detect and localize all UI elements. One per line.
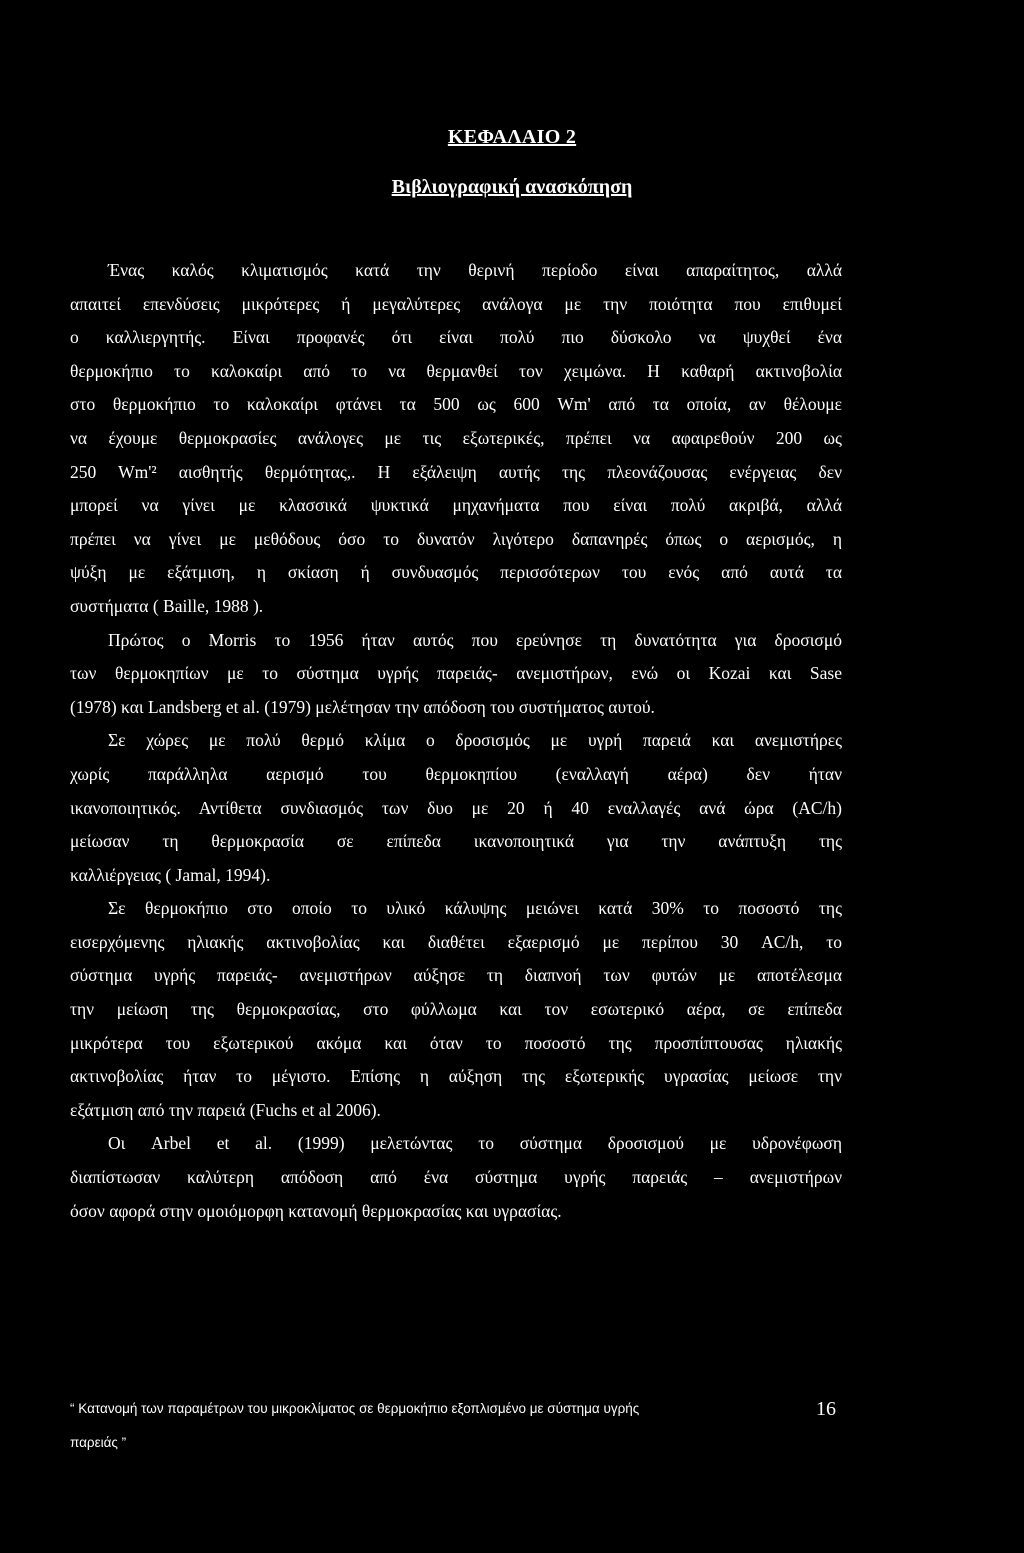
text-line: θερμοκήπιο το καλοκαίρι από το να θερμανθεί τον χειμώνα. Η καθαρή ακτινοβολία xyxy=(70,360,842,381)
text-line: μικρότερα του εξωτερικού ακόμα και όταν το ποσοστό της προσπίπτουσας ηλιακής xyxy=(70,1032,842,1053)
text-line: ικανοποιητικός. Αντίθετα συνδιασμός των δυο με 20 ή 40 εναλλαγές ανά ώρα (AC/h) xyxy=(70,797,842,818)
text-line: πρέπει να γίνει με μεθόδους όσο το δυνατόν λιγότερο δαπανηρές όπως ο αερισμός, η xyxy=(70,528,842,549)
text-line: να έχουμε θερμοκρασίες ανάλογες με τις εξωτερικές, πρέπει να αφαιρεθούν 200 ως xyxy=(70,427,842,448)
text-line: των θερμοκηπίων με το σύστημα υγρής παρειάς- ανεμιστήρων, ενώ οι Kozai και Sase xyxy=(70,663,842,684)
text-line: διαπίστωσαν καλύτερη απόδοση από ένα σύστημα υγρής παρειάς – ανεμιστήρων xyxy=(70,1167,842,1188)
text-line: όσον αφορά στην ομοιόμορφη κατανομή θερμοκρασίας και υγρασίας. xyxy=(70,1200,562,1221)
footer-title-line-1: “ Κατανομή των παραμέτρων του μικροκλίματος σε θερμοκήπιο εξοπλισμένο με σύστημα υγρής xyxy=(70,1401,640,1416)
text-line: χωρίς παράλληλα αερισμό του θερμοκηπίου (εναλλαγή αέρα) δεν ήταν xyxy=(70,763,842,784)
text-line: απαιτεί επενδύσεις μικρότερες ή μεγαλύτερες ανάλογα με την ποιότητα που επιθυμεί xyxy=(70,293,842,314)
text-line: μείωσαν τη θερμοκρασία σε επίπεδα ικανοποιητικά για την ανάπτυξη της xyxy=(70,831,842,852)
page-number: 16 xyxy=(816,1398,836,1420)
text-line: Σε θερμοκήπιο στο οποίο το υλικό κάλυψης μειώνει κατά 30% το ποσοστό της xyxy=(108,898,842,919)
text-line: (1978) και Landsberg et al. (1979) μελέτησαν την απόδοση του συστήματος αυτού. xyxy=(70,696,655,717)
text-line: εισερχόμενης ηλιακής ακτινοβολίας και διαθέτει εξαερισμό με περίπου 30 AC/h, το xyxy=(70,931,842,952)
text-line: Πρώτος ο Morris το 1956 ήταν αυτός που ερεύνησε τη δυνατότητα για δροσισμό xyxy=(108,629,842,650)
footer-title-line-2: παρειάς ” xyxy=(70,1435,127,1450)
text-line: εξάτμιση από την παρειά (Fuchs et al 2006). xyxy=(70,1099,381,1120)
text-line: καλλιέργειας ( Jamal, 1994). xyxy=(70,864,271,885)
text-line: σύστημα υγρής παρειάς- ανεμιστήρων αύξησε τη διαπνοή των φυτών με αποτέλεσμα xyxy=(70,965,842,986)
text-line: ακτινοβολίας ήταν το μέγιστο. Επίσης η αύξηση της εξωτερικής υγρασίας μείωσε την xyxy=(70,1066,842,1087)
text-line: Ένας καλός κλιματισμός κατά την θερινή περίοδο είναι απαραίτητος, αλλά xyxy=(108,260,842,280)
section-title: Βιβλιογραφική ανασκόπηση xyxy=(391,176,633,198)
text-line: Σε χώρες με πολύ θερμό κλίμα ο δροσισμός με υγρή παρειά και ανεμιστήρες xyxy=(108,730,842,751)
text-line: την μείωση της θερμοκρασίας, στο φύλλωμα και τον εσωτερικό αέρα, σε επίπεδα xyxy=(70,999,842,1020)
text-line: μπορεί να γίνει με κλασσικά ψυκτικά μηχανήματα που είναι πολύ ακριβά, αλλά xyxy=(70,495,842,516)
text-line: Οι Arbel et al. (1999) μελετώντας το σύστημα δροσισμού με υδρονέφωση xyxy=(108,1133,842,1154)
text-line: ο καλλιεργητής. Είναι προφανές ότι είναι πολύ πιο δύσκολο να ψυχθεί ένα xyxy=(70,327,842,348)
text-line: ψύξη με εξάτμιση, η σκίαση ή συνδυασμός περισσότερων του ενός από αυτά τα xyxy=(70,562,842,583)
text-line: 250 Wm'² αισθητής θερμότητας,. Η εξάλειψη αυτής της πλεονάζουσας ενέργειας δεν xyxy=(70,461,842,482)
chapter-title: ΚΕΦΑΛΑΙΟ 2 xyxy=(447,126,577,148)
text-line: συστήματα ( Baille, 1988 ). xyxy=(70,595,264,616)
footer xyxy=(70,1392,850,1460)
body-text xyxy=(70,254,842,1228)
text-line: στο θερμοκήπιο το καλοκαίρι φτάνει τα 500 ως 600 Wm' από τα οποία, αν θέλουμε xyxy=(70,394,842,415)
